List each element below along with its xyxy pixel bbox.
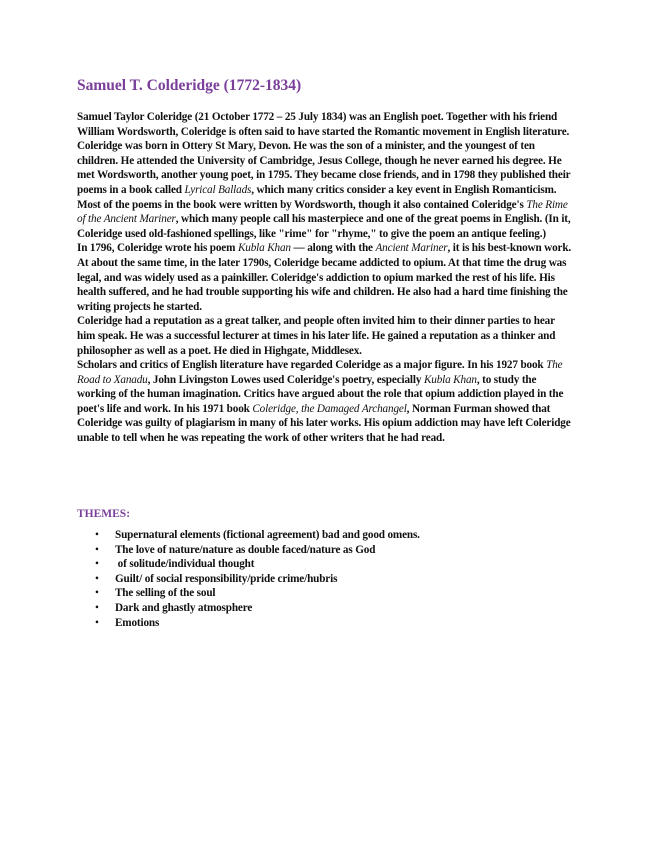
document-title: Samuel T. Colderidge (1772-1834) <box>77 77 302 94</box>
body-paragraph <box>77 241 574 314</box>
theme-item <box>77 543 557 558</box>
bullet-icon: • <box>95 558 99 571</box>
theme-item <box>77 528 557 543</box>
body-paragraph <box>77 358 574 446</box>
bullet-icon: • <box>95 601 99 614</box>
theme-item <box>77 557 557 572</box>
body-paragraph <box>77 110 574 139</box>
theme-item <box>77 586 557 601</box>
paragraph-text: Samuel Taylor Coleridge (21 October 1772 – 25 July 1834) was an English poet. Together with his friend William Wordsworth, Coleridge is often said to have started the Romantic movement in English literature. <box>77 111 570 138</box>
paragraph-text: Scholars and critics of English literature have regarded Coleridge as a major figure. In his 1927 book <box>77 359 547 372</box>
paragraph-text: , Norman Furman showed that Coleridge was guilty of plagiarism in many of his later works. His opium addiction may have left Coleridge unable to tell when he was repeating the work of other writers that he had read. <box>77 402 571 445</box>
bullet-icon: • <box>95 587 99 600</box>
body-paragraph <box>77 139 574 241</box>
theme-text: Guilt/ of social responsibility/pride crime/hubris <box>115 572 338 585</box>
bullet-icon: • <box>95 543 99 556</box>
paragraph-text: , which many people call his masterpiece and one of the great poems in English. (In it, Coleridge used old-fashioned spellings, like "rime" for "rhyme," to give the poem an antique feeling.) <box>77 213 571 240</box>
theme-text: The love of nature/nature as double faced/nature as God <box>115 543 376 556</box>
themes-heading: THEMES: <box>77 508 131 520</box>
theme-item <box>77 616 557 631</box>
italic-title: Coleridge, the Damaged Archangel <box>252 402 407 415</box>
paragraph-text: — along with the <box>290 242 376 255</box>
italic-title: Lyrical Ballads <box>184 183 252 196</box>
italic-title: The Road to Xanadu <box>77 359 563 386</box>
italic-title: The Rime of the Ancient Mariner <box>77 198 568 226</box>
italic-title: Ancient Mariner <box>375 242 448 255</box>
paragraph-text: In 1796, Coleridge wrote his poem <box>77 242 238 255</box>
paragraph-text: , John Livingston Lowes used Coleridge's poetry, especially <box>147 373 424 386</box>
document-body <box>77 110 574 446</box>
italic-title: Kubla Khan <box>423 373 477 386</box>
body-paragraph <box>77 314 574 358</box>
paragraph-text: , it is his best-known work. At about the same time, in the later 1790s, Coleridge became addicted to opium. At that time the drug was legal, and was widely used as a painkiller. Coleridge's addiction to opium marked the rest of his life. His health suffered, and he had trouble supporting his wife and children. He also had a hard time finishing the writing projects he started. <box>77 242 572 313</box>
paragraph-text: , to study the working of the human imagination. Critics have argued about the role that opium addiction played in the poet's life and work. In his 1971 book <box>77 373 564 415</box>
theme-item <box>77 572 557 587</box>
theme-text: of solitude/individual thought <box>115 558 255 571</box>
paragraph-text: , which many critics consider a key event in English Romanticism. Most of the poems in the book were written by Wordsworth, though it also contained Coleridge's <box>77 183 557 211</box>
bullet-icon: • <box>95 616 99 629</box>
theme-text: Emotions <box>115 616 160 629</box>
theme-text: The selling of the soul <box>115 587 216 600</box>
bullet-icon: • <box>95 572 99 585</box>
theme-text: Supernatural elements (fictional agreement) bad and good omens. <box>115 529 420 541</box>
italic-title: Kubla Khan <box>237 242 291 255</box>
theme-item <box>77 601 557 616</box>
theme-text: Dark and ghastly atmosphere <box>115 601 253 614</box>
themes-list <box>77 528 557 630</box>
bullet-icon: • <box>95 529 99 541</box>
paragraph-text: Coleridge had a reputation as a great talker, and people often invited him to their dinner parties to hear him speak. He was a successful lecturer at times in his later life. He gained a reputation as a thinker and philosopher as well as a poet. He died in Highgate, Middlesex. <box>77 315 556 357</box>
paragraph-text: Coleridge was born in Ottery St Mary, Devon. He was the son of a minister, and the youngest of ten children. He attended the University of Cambridge, Jesus College, though he never earned his degree. He met Wordsworth, another young poet, in 1795. They became close friends, and in 1798 they published their poems in a book called <box>77 140 571 196</box>
